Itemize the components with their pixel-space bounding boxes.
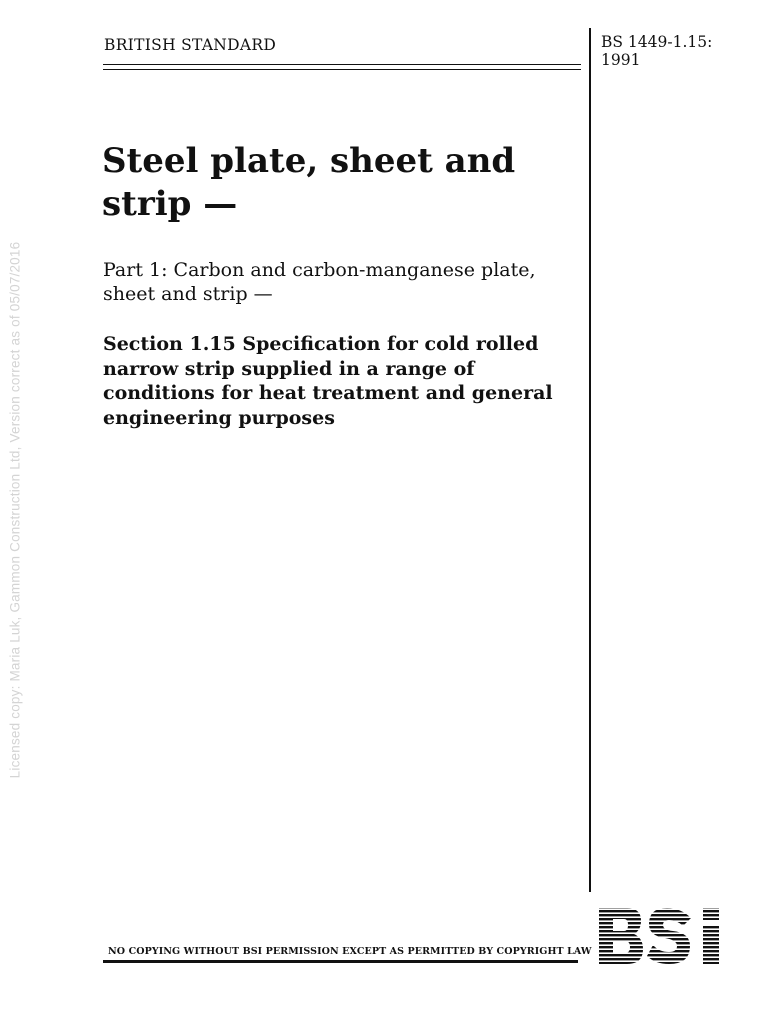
column-divider (589, 28, 591, 892)
section-subtitle: Section 1.15 Specification for cold rolled narrow strip supplied in a range of conditions for heat treatment and general engineering purposes (103, 333, 553, 429)
standard-number (601, 33, 761, 69)
standard-number-line1: BS 1449-1.15: (601, 33, 713, 51)
footer-rule (103, 960, 578, 963)
document-type-label: BRITISH STANDARD (104, 36, 277, 54)
license-watermark: Licensed copy: Maria Luk, Gammon Construction Ltd, Version correct as of 05/07/2016 (7, 241, 23, 779)
part-subtitle: Part 1: Carbon and carbon-manganese plate, sheet and strip — (103, 259, 536, 305)
document-title: Steel plate, sheet and strip — (102, 141, 516, 224)
standard-number-line2: 1991 (601, 51, 641, 69)
copyright-notice: NO COPYING WITHOUT BSI PERMISSION EXCEPT AS PERMITTED BY COPYRIGHT LAW (108, 946, 592, 957)
bsi-logo (597, 906, 733, 966)
header-double-rule (103, 64, 581, 70)
